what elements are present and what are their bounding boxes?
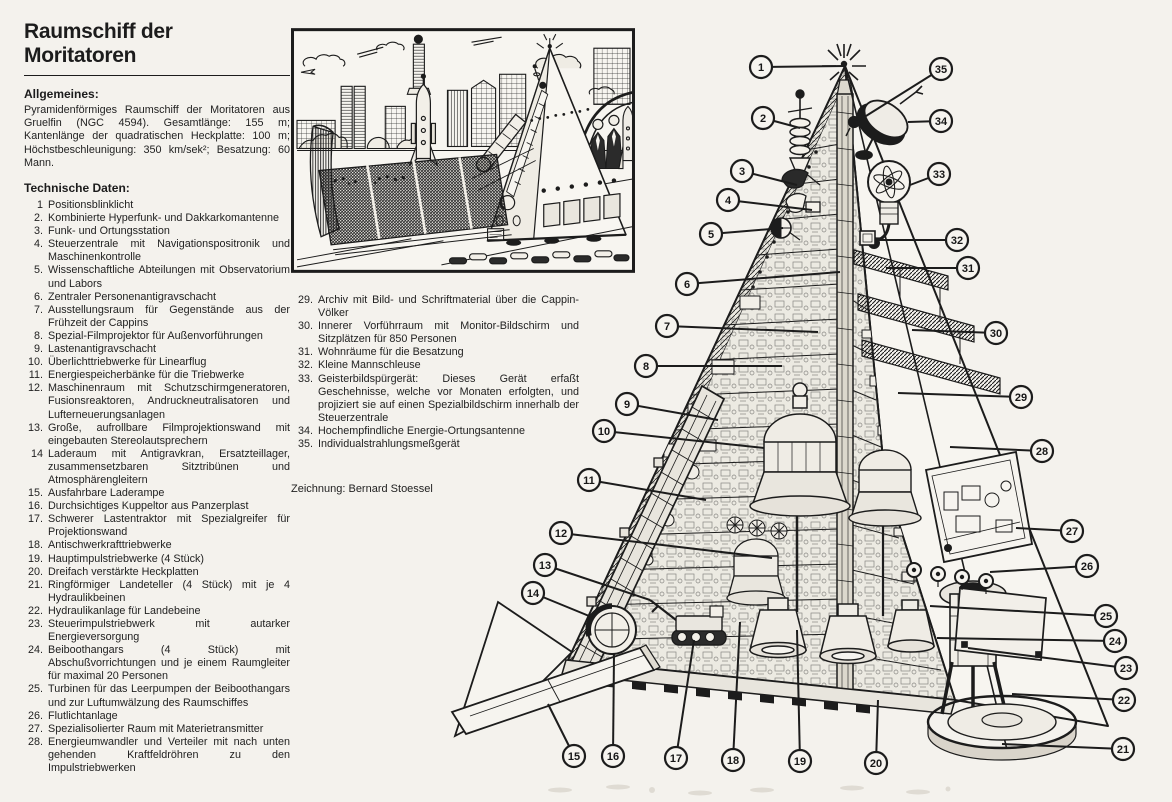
svg-text:26: 26 <box>1080 561 1094 573</box>
legend-item: 14 Laderaum mit Antigravkran, Ersatzteillager, zusammensetzbaren Sitztribünen und Atmosphärengleitern <box>30 447 290 486</box>
svg-text:28: 28 <box>1035 446 1049 458</box>
legend-item: 16. Durchsichtiges Kuppeltor aus Panzerplast <box>27 500 249 513</box>
svg-text:22: 22 <box>1117 695 1131 707</box>
legend-item: 30. Innerer Vorführraum mit Monitor-Bildschirm und Sitzplätzen für 850 Personen <box>297 320 579 346</box>
callout-marker <box>635 355 657 377</box>
legend-item: 7. Ausstellungsraum für Gegenstände aus der Frühzeit der Cappins <box>33 303 290 329</box>
callout-marker <box>928 163 950 185</box>
callout-marker <box>930 58 952 80</box>
callout-marker <box>578 469 600 491</box>
svg-text:1: 1 <box>757 62 765 74</box>
callout-marker <box>1115 657 1137 679</box>
bleed-marks <box>548 785 951 796</box>
callout-marker <box>1061 520 1083 542</box>
artist-credit: Zeichnung: Bernard Stoessel <box>291 483 433 496</box>
callout-leader-line <box>613 654 614 756</box>
svg-text:7: 7 <box>663 321 671 333</box>
legend-item: 12. Maschinenraum mit Schutzschirmgeneratoren, Fusionsreaktoren, Andruckneutralisatoren und Lufterneuerungsanlagen <box>27 382 290 421</box>
isolated-transmitter-room <box>926 452 1032 562</box>
callout-marker <box>930 110 952 132</box>
legend-item: 10. Überlichttriebwerke für Linearflug <box>27 356 207 369</box>
callout-leader-line <box>761 66 845 67</box>
callout-marker <box>700 223 722 245</box>
svg-text:16: 16 <box>606 751 620 763</box>
svg-text:35: 35 <box>934 64 948 76</box>
legend-item: 15. Ausfahrbare Laderampe <box>27 487 165 500</box>
legend-item: 17. Schwerer Lastentraktor mit Spezialgreifer für Projektionswand <box>27 513 290 539</box>
svg-text:8: 8 <box>642 361 650 373</box>
legend-item: 20. Dreifach verstärkte Heckplatten <box>27 565 199 578</box>
svg-text:13: 13 <box>538 560 552 572</box>
svg-text:17: 17 <box>669 753 683 765</box>
legend-item: 4. Steuerzentrale mit Navigationspositronik und Maschinenkontrolle <box>33 238 290 264</box>
callout-marker <box>1010 386 1032 408</box>
callout-marker <box>522 582 544 604</box>
callout-marker <box>616 393 638 415</box>
callout-marker <box>789 750 811 772</box>
callout-marker <box>1113 689 1135 711</box>
kuppeltor-dome <box>588 606 636 654</box>
legend-item: 9. Lastenantigravschacht <box>33 343 157 356</box>
callout-marker <box>550 522 572 544</box>
callout-marker <box>665 747 687 769</box>
legend-item: 22. Hydraulikanlage für Landebeine <box>27 604 201 617</box>
svg-text:2: 2 <box>759 113 767 125</box>
svg-text:23: 23 <box>1119 663 1133 675</box>
svg-text:5: 5 <box>707 229 715 241</box>
callout-marker <box>722 749 744 771</box>
legend-item: 6. Zentraler Personenantigravschacht <box>33 290 217 303</box>
callout-marker <box>593 420 615 442</box>
svg-text:15: 15 <box>567 751 581 763</box>
callout-marker <box>1076 555 1098 577</box>
svg-text:21: 21 <box>1116 744 1130 756</box>
callout-marker <box>563 745 585 767</box>
svg-text:27: 27 <box>1065 526 1079 538</box>
legend-item: 1 Positionsblinklicht <box>36 199 134 212</box>
legend-item: 34. Hochempfindliche Energie-Ortungsantenne <box>297 424 526 437</box>
svg-text:34: 34 <box>934 116 948 128</box>
svg-text:14: 14 <box>526 588 540 600</box>
svg-text:24: 24 <box>1108 636 1122 648</box>
svg-text:29: 29 <box>1014 392 1028 404</box>
legend-item: 31. Wohnräume für die Besatzung <box>297 346 464 359</box>
callout-marker <box>676 273 698 295</box>
legend-item: 32. Kleine Mannschleuse <box>297 359 421 372</box>
svg-text:6: 6 <box>683 279 691 291</box>
hangar-door-panel <box>955 588 1046 660</box>
callout-marker <box>750 56 772 78</box>
legend-item: 19. Hauptimpulstriebwerke (4 Stück) <box>27 552 205 565</box>
legend-item: 21. Ringförmiger Landeteller (4 Stück) mit je 4 Hydraulikbeinen <box>27 578 290 604</box>
callout-marker <box>1095 605 1117 627</box>
callout-marker <box>534 554 556 576</box>
legend-item: 18. Antischwerkrafttriebwerke <box>27 539 172 552</box>
svg-text:12: 12 <box>554 528 568 540</box>
callout-marker <box>602 745 624 767</box>
legend-item: 13. Große, aufrollbare Filmprojektionswand mit eingebauten Stereolautsprechern <box>27 421 290 447</box>
svg-text:9: 9 <box>623 399 631 411</box>
legend-item: 29. Archiv mit Bild- und Schriftmaterial über die Cappin-Völker <box>297 294 579 320</box>
legend-item: 23. Steuerimpulstriebwerk mit autarker Energieversorgung <box>27 618 290 644</box>
svg-text:10: 10 <box>597 426 611 438</box>
legend-item: 5. Wissenschaftliche Abteilungen mit Observatorium und Labors <box>33 264 290 290</box>
svg-text:4: 4 <box>724 195 732 207</box>
legend-item: 35. Individualstrahlungsmeßgerät <box>297 438 460 451</box>
callout-marker <box>865 752 887 774</box>
allgemeines-body: Pyramidenförmiges Raumschiff der Moritatoren aus Gruelfin (NGC 4594). Gesamtlänge: 155 m; Kantenlänge der quadratischen Heckplatte: 100 m; Höchstbeschleunigung: 350 km/sek²; Besatzung: 60 Mann. <box>24 104 290 169</box>
legend-item: 8. Spezial-Filmprojektor für Außenvorführungen <box>33 329 263 342</box>
callout-marker <box>1031 440 1053 462</box>
svg-text:25: 25 <box>1099 611 1113 623</box>
svg-text:30: 30 <box>989 328 1003 340</box>
svg-text:33: 33 <box>932 169 946 181</box>
legend-item: 2. Kombinierte Hyperfunk- und Dakkarkomantenne <box>33 212 280 225</box>
callout-marker <box>1112 738 1134 760</box>
svg-text:32: 32 <box>950 235 964 247</box>
legend-item: 27. Spezialisolierter Raum mit Materietransmitter <box>27 722 264 735</box>
callout-marker <box>946 229 968 251</box>
svg-text:11: 11 <box>583 475 595 487</box>
svg-text:3: 3 <box>738 166 746 178</box>
callout-marker <box>731 160 753 182</box>
svg-text:19: 19 <box>793 756 807 768</box>
callout-marker <box>985 322 1007 344</box>
svg-text:31: 31 <box>961 263 975 275</box>
page-title: Raumschiff der Moritatoren <box>24 20 290 76</box>
callout-marker <box>717 189 739 211</box>
section-heading-allgemeines: Allgemeines: <box>24 87 99 101</box>
legend-item: 24. Beiboothangars (4 Stück) mit Abschußvorrichtungen und je einem Raumgleiter für maximal 20 Personen <box>27 644 290 683</box>
callout-marker <box>752 107 774 129</box>
callout-marker <box>656 315 678 337</box>
legend-item: 25. Turbinen für das Leerpumpen der Beiboothangars und zur Luftumwälzung des Raumschiffes <box>27 683 290 709</box>
central-shaft <box>837 80 853 694</box>
legend-item: 26. Flutlichtanlage <box>27 709 118 722</box>
legend-item: 11. Energiespeicherbänke für die Triebwerke <box>28 369 245 382</box>
legend-item: 33. Geisterbildspürgerät: Dieses Gerät erfaßt Geschehnisse, welche vor Monaten erfolgten, und projiziert sie auf einen Spezialbildschirm innerhalb der Steuerzentrale <box>297 372 579 424</box>
svg-text:18: 18 <box>726 755 740 767</box>
legend-item: 3. Funk- und Ortungsstation <box>33 225 170 238</box>
callout-marker <box>957 257 979 279</box>
svg-text:20: 20 <box>869 758 883 770</box>
callout-marker <box>1104 630 1126 652</box>
reactor-stack-c <box>727 539 785 605</box>
section-heading-technische-daten: Technische Daten: <box>24 181 130 196</box>
legend-item: 28. Energieumwandler und Verteiler mit nach unten gehenden Kraftfeldröhren zu den Impulstriebwerken <box>27 735 290 775</box>
